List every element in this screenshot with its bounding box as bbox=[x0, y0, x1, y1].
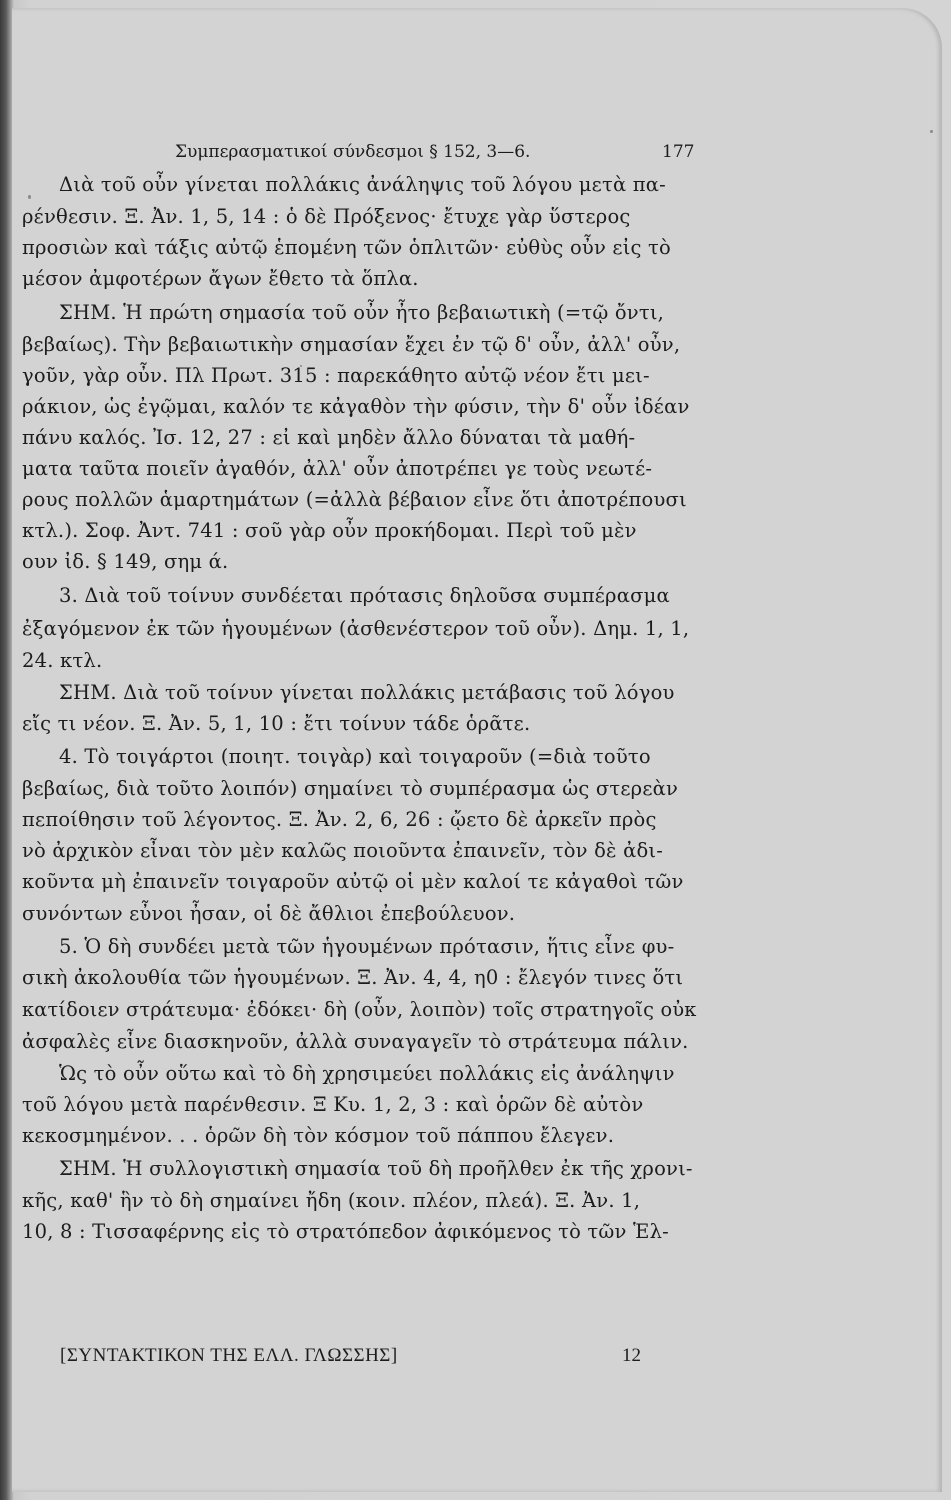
text-line: τοῦ λόγου μετὰ παρένθεσιν. Ξ Κυ. 1, 2, 3 : καὶ ὁρῶν δὲ αὐτὸν bbox=[22, 1093, 644, 1116]
page-footer bbox=[0, 1345, 939, 1375]
text-line: ρένθεσιν. Ξ. Ἀν. 1, 5, 14 : ὁ δὲ Πρόξενος· ἔτυχε γὰρ ὕστερος bbox=[22, 205, 631, 228]
text-line: 10, 8 : Τισσαφέρνης εἰς τὸ στρατόπεδον ἀφικόμενος τὸ τῶν Ἑλ- bbox=[22, 1220, 669, 1243]
text-line: ΣΗΜ. Ἡ πρώτη σημασία τοῦ οὖν ἦτο βεβαιωτικὴ (=τῷ ὄντι, bbox=[59, 301, 665, 324]
text-line: 4. Τὸ τοιγάρτοι (ποιητ. τοιγὰρ) καὶ τοιγαροῦν (=διὰ τοῦτο bbox=[59, 745, 651, 768]
text-line: ρους πολλῶν ἁμαρτημάτων (=ἀλλὰ βέβαιον εἶνε ὅτι ἀποτρέπουσι bbox=[22, 488, 687, 511]
text-line: πάνυ καλός. Ἰσ. 12, 27 : εἰ καὶ μηδὲν ἄλλο δύναται τὰ μαθή- bbox=[22, 426, 636, 449]
page-number: 177 bbox=[662, 142, 695, 162]
text-line: Ὡς τὸ οὖν οὕτω καὶ τὸ δὴ χρησιμεύει πολλάκις εἰς ἀνάληψιν bbox=[59, 1062, 675, 1085]
signature-mark: 12 bbox=[622, 1345, 641, 1366]
text-line: Διὰ τοῦ οὖν γίνεται πολλάκις ἀνάληψις τοῦ λόγου μετὰ πα- bbox=[59, 173, 666, 196]
text-line: προσιὼν καὶ τάξις αὐτῷ ἑπομένη τῶν ὁπλιτῶν· εὐθὺς οὖν εἰς τὸ bbox=[22, 236, 671, 259]
text-line: κεκοσμημένον. . . ὁρῶν δὴ τὸν κόσμον τοῦ πάππου ἔλεγεν. bbox=[22, 1124, 615, 1147]
text-line: μέσον ἀμφοτέρων ἄγων ἔθετο τὰ ὅπλα. bbox=[22, 267, 419, 290]
text-line: 3. Διὰ τοῦ τοίνυν συνδέεται πρότασις δηλοῦσα συμπέρασμα bbox=[59, 584, 670, 607]
text-line: ΣΗΜ. Διὰ τοῦ τοίνυν γίνεται πολλάκις μετάβασις τοῦ λόγου bbox=[59, 681, 675, 704]
text-line: ΣΗΜ. Ἡ συλλογιστικὴ σημασία τοῦ δὴ προῆλθεν ἐκ τῆς χρονι- bbox=[59, 1157, 693, 1180]
text-line: κῆς, καθ' ἣν τὸ δὴ σημαίνει ἤδη (κοιν. πλέον, πλεά). Ξ. Ἀν. 1, bbox=[22, 1189, 641, 1212]
text-line: συνόντων εὖνοι ἦσαν, οἱ δὲ ἄθλιοι ἐπεβούλευον. bbox=[22, 902, 516, 925]
text-line: βεβαίως, διὰ τοῦτο λοιπόν) σημαίνει τὸ συμπέρασμα ὡς στερεὰν bbox=[22, 777, 679, 800]
text-line: βεβαίως). Τὴν βεβαιωτικὴν σημασίαν ἔχει ἐν τῷ δ' οὖν, ἀλλ' οὖν, bbox=[22, 333, 681, 356]
text-line: κτλ.). Σοφ. Ἀντ. 741 : σοῦ γὰρ οὖν προκήδομαι. Περὶ τοῦ μὲν bbox=[22, 519, 637, 542]
text-line: κατίδοιεν στράτευμα· ἐδόκει· δὴ (οὖν, λοιπὸν) τοῖς στρατηγοῖς οὐκ bbox=[22, 998, 697, 1021]
text-line: πεποίθησιν τοῦ λέγοντος. Ξ. Ἀν. 2, 6, 26 : ᾤετο δὲ ἀρκεῖν πρὸς bbox=[22, 808, 657, 831]
text-line: σικὴ ἀκολουθία τῶν ἡγουμένων. Ξ. Ἀν. 4, 4, η0 : ἔλεγόν τινες ὅτι bbox=[22, 966, 684, 989]
text-line: ουν ἰδ. § 149, σημ ά. bbox=[22, 550, 229, 573]
text-line: 24. κτλ. bbox=[22, 649, 103, 672]
text-line: γοῦν, γὰρ οὖν. Πλ Πρωτ. 315 : παρεκάθητο αὐτῷ νέον ἔτι μει- bbox=[22, 364, 650, 387]
running-header bbox=[0, 142, 939, 172]
book-title-footer: [ΣΥΝΤΑΚΤΙΚΟΝ ΤΗΣ ΕΛΛ. ΓΛΩΣΣΗΣ] bbox=[60, 1345, 398, 1366]
text-line: εἴς τι νέον. Ξ. Ἀν. 5, 1, 10 : ἔτι τοίνυν τάδε ὁρᾶτε. bbox=[22, 712, 531, 735]
text-line: ἐξαγόμενον ἐκ τῶν ἡγουμένων (ἀσθενέστερον τοῦ οὖν). Δημ. 1, 1, bbox=[22, 617, 690, 640]
text-line: 5. Ὁ δὴ συνδέει μετὰ τῶν ἡγουμένων πρότασιν, ἥτις εἶνε φυ- bbox=[59, 935, 675, 958]
text-line: ράκιον, ὡς ἐγῷμαι, καλόν τε κἀγαθὸν τὴν φύσιν, τὴν δ' οὖν ἰδέαν bbox=[22, 395, 690, 418]
text-line: νὸ ἀρχικὸν εἶναι τὸν μὲν καλῶς ποιοῦντα ἐπαινεῖν, τὸν δὲ ἀδι- bbox=[22, 839, 664, 862]
text-line: ἀσφαλὲς εἶνε διασκηνοῦν, ἀλλὰ συναγαγεῖν τὸ στράτευμα πάλιν. bbox=[22, 1030, 689, 1053]
text-line: ματα ταῦτα ποιεῖν ἀγαθόν, ἀλλ' οὖν ἀποτρέπει γε τοὺς νεωτέ- bbox=[22, 457, 653, 480]
text-line: κοῦντα μὴ ἐπαινεῖν τοιγαροῦν αὐτῷ οἱ μὲν καλοί τε κἀγαθοὶ τῶν bbox=[22, 870, 684, 893]
running-title: Συμπερασματικοί σύνδεσμοι § 152, 3—6. bbox=[175, 142, 531, 162]
